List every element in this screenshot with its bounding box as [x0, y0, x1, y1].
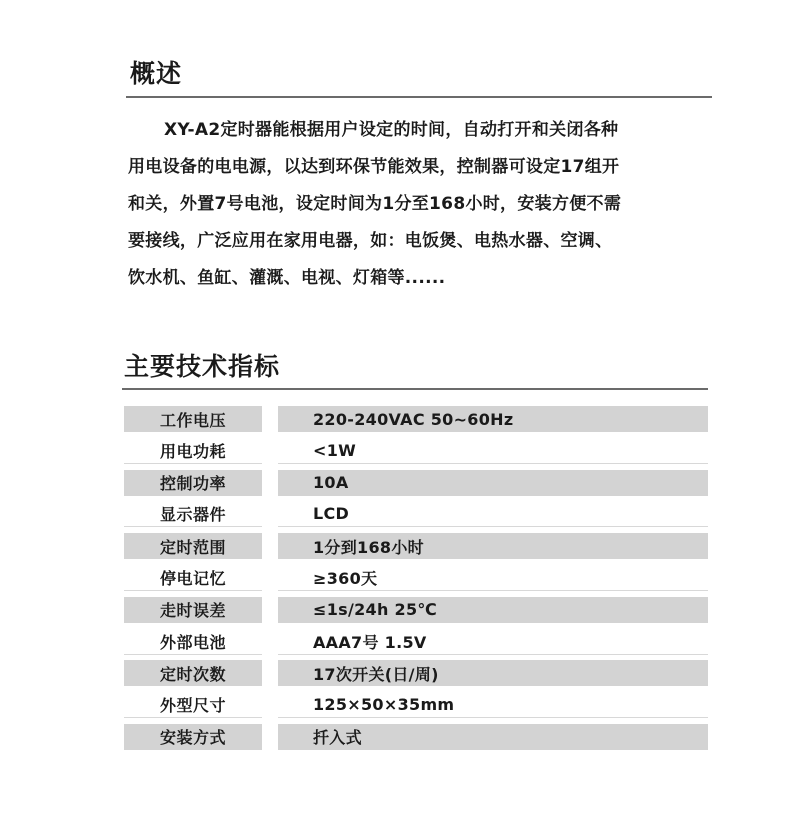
spec-value: 1分到168小时 [278, 533, 708, 559]
table-row [124, 406, 708, 432]
spec-label: 工作电压 [124, 406, 262, 432]
table-row [124, 660, 708, 686]
table-row [124, 533, 708, 559]
overview-line: 饮水机、鱼缸、灌溉、电视、灯箱等...... [128, 268, 446, 288]
overview-paragraph [128, 112, 718, 297]
spec-value: AAA7号 1.5V [278, 629, 708, 655]
spec-label: 控制功率 [124, 470, 262, 496]
table-row [124, 470, 708, 496]
specs-divider [122, 388, 708, 390]
spec-label: 走时误差 [124, 597, 262, 623]
spec-value: LCD [278, 501, 708, 527]
overview-line: 要接线，广泛应用在家用电器，如：电饭煲、电热水器、空调、 [128, 231, 613, 251]
table-row [124, 597, 708, 623]
spec-label: 定时次数 [124, 660, 262, 686]
overview-heading: 概述 [130, 59, 183, 88]
spec-value: ≤1s/24h 25℃ [278, 597, 708, 623]
table-row [124, 565, 708, 591]
table-row [124, 629, 708, 655]
table-row [124, 724, 708, 750]
spec-value: 10A [278, 470, 708, 496]
spec-label: 定时范围 [124, 533, 262, 559]
spec-value: ≥360天 [278, 565, 708, 591]
overview-divider [126, 96, 712, 98]
spec-value: 17次开关(日/周) [278, 660, 708, 686]
spec-label: 外型尺寸 [124, 692, 262, 718]
specs-heading: 主要技术指标 [124, 352, 281, 381]
table-row [124, 501, 708, 527]
spec-label: 停电记忆 [124, 565, 262, 591]
spec-table [124, 406, 708, 756]
spec-value: <1W [278, 438, 708, 464]
overview-line: 用电设备的电电源，以达到环保节能效果，控制器可设定17组开 [128, 157, 620, 177]
overview-line: XY-A2定时器能根据用户设定的时间，自动打开和关闭各种 [164, 120, 619, 140]
spec-value: 220-240VAC 50~60Hz [278, 406, 708, 432]
overview-line: 和关，外置7号电池，设定时间为1分至168小时，安装方便不需 [128, 194, 622, 214]
table-row [124, 692, 708, 718]
spec-label: 显示器件 [124, 501, 262, 527]
spec-label: 安装方式 [124, 724, 262, 750]
spec-value: 扦入式 [278, 724, 708, 750]
spec-label: 用电功耗 [124, 438, 262, 464]
spec-label: 外部电池 [124, 629, 262, 655]
spec-value: 125×50×35mm [278, 692, 708, 718]
table-row [124, 438, 708, 464]
